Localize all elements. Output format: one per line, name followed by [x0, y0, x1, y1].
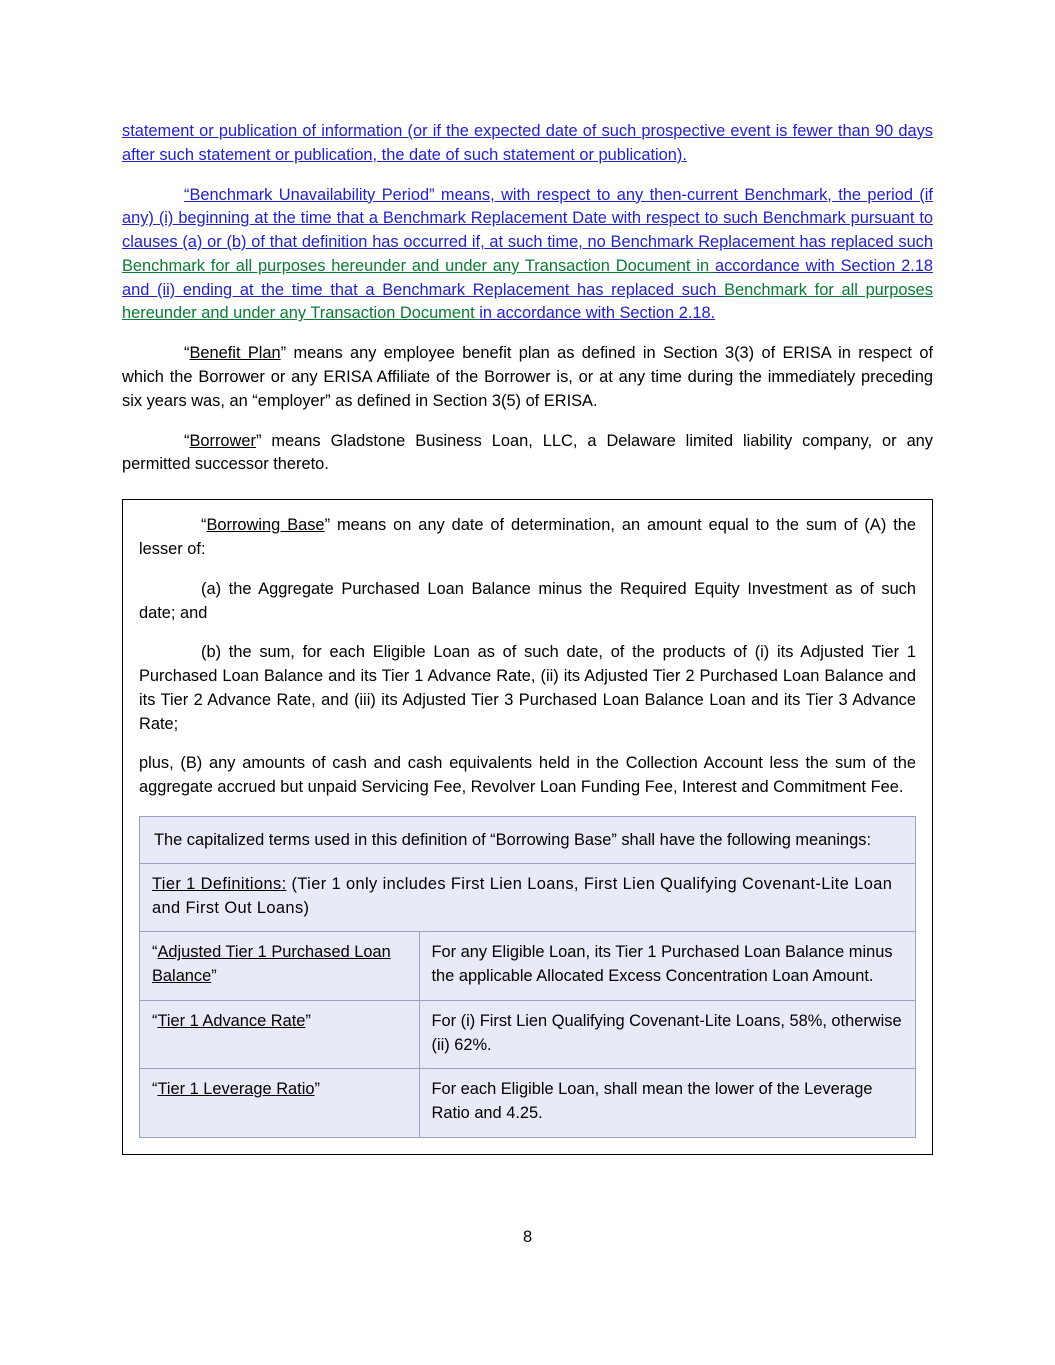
borrowing-base-box: [122, 499, 933, 1155]
borrower-quote-open: “: [184, 431, 190, 450]
term-cell: [140, 1000, 419, 1069]
page-number: 8: [522, 1228, 533, 1246]
term-quote-open: “: [152, 1080, 158, 1099]
tier-1-definitions-table: [140, 863, 915, 1137]
paragraph-continuation: [122, 120, 933, 168]
table-row: [140, 1000, 915, 1069]
term-cell: [140, 1069, 419, 1137]
table-row: [140, 1069, 915, 1137]
tier-1-definitions-scope: (Tier 1 only includes First Lien Loans, First Lien Qualifying Covenant-Lite Loan and First Out Loans): [152, 874, 893, 917]
tier-1-definitions-header-cell: [140, 863, 915, 932]
benchmark-text-green-a: Benchmark for all purposes hereunder and under any Transaction Document in: [122, 256, 715, 275]
table-row: [140, 932, 915, 1001]
table-row-header: [140, 863, 915, 932]
term-quote-open: “: [152, 943, 158, 962]
term-cell: [140, 932, 419, 1001]
benefit-plan-quote-open: “: [184, 344, 190, 363]
term-label: Adjusted Tier 1 Purchased Loan Balance: [152, 943, 391, 986]
term-label: Tier 1 Advance Rate: [157, 1011, 306, 1030]
benchmark-text-blue-b: accordance with Section 2.18 and (ii) ending at the time that a Benchmark Replacement has replaced such: [122, 256, 933, 299]
borrower-term: Borrower: [189, 431, 256, 450]
benchmark-text-blue-a: “Benchmark Unavailability Period” means, with respect to any then-current Benchmark, the period (if any) (i) beginning at the time that a Benchmark Replacement Date with respect to such Benchmark pursuant to clauses (a) or (b) of that definition has occurred if, at such time, no Benchmark Replacement has replaced such: [122, 185, 933, 252]
document-body: [122, 120, 933, 1155]
clause-b: [139, 641, 916, 736]
paragraph-benchmark-unavailability: [122, 184, 933, 327]
benefit-plan-definition: ” means any employee benefit plan as defined in Section 3(3) of ERISA in respect of which the Borrower or any ERISA Affiliate of the Borrower is, or at any time during the immediately preceding six years was, an “employer” as defined in Section 3(5) of ERISA.: [122, 344, 933, 410]
clause-a-text: (a) the Aggregate Purchased Loan Balance minus the Required Equity Investment as of such date; and: [139, 579, 916, 622]
paragraph-borrowing-base: [139, 514, 916, 562]
term-quote-close: ”: [211, 967, 217, 986]
benchmark-text-blue-c: in accordance with Section 2.18.: [479, 304, 716, 323]
tier-1-definitions-label: Tier 1 Definitions:: [152, 874, 287, 893]
borrowing-base-term: Borrowing Base: [206, 516, 325, 535]
term-quote-close: ”: [314, 1080, 320, 1099]
definition-cell: For any Eligible Loan, its Tier 1 Purchased Loan Balance minus the applicable Allocated Excess Concentration Loan Amount.: [419, 932, 915, 1001]
clause-plus-b: [139, 752, 916, 800]
benchmark-text-green-b: Benchmark for all purposes hereunder and under any Transaction Document: [122, 280, 933, 323]
term-quote-open: “: [152, 1011, 158, 1030]
clause-b-text: (b) the sum, for each Eligible Loan as of such date, of the products of (i) its Adjusted Tier 1 Purchased Loan Balance and its Tier 1 Advance Rate, (ii) its Adjusted Tier 2 Purchased Loan Balance and its Tier 2 Advance Rate, and (iii) its Adjusted Tier 3 Purchased Loan Balance Loan and its Tier 3 Advance Rate;: [139, 643, 916, 733]
term-label: Tier 1 Leverage Ratio: [157, 1080, 315, 1099]
borrowing-base-definition: ” means on any date of determination, an amount equal to the sum of (A) the lesser of:: [139, 516, 917, 558]
paragraph-continuation-text: statement or publication of information (or if the expected date of such prospective event is fewer than 90 days after such statement or publication, the date of such statement or publication).: [122, 122, 933, 164]
borrowing-base-quote-open: “: [201, 516, 207, 535]
definition-cell: For (i) First Lien Qualifying Covenant-Lite Loans, 58%, otherwise (ii) 62%.: [419, 1000, 915, 1069]
definition-cell: For each Eligible Loan, shall mean the lower of the Leverage Ratio and 4.25.: [419, 1069, 915, 1137]
capitalized-terms-intro: The capitalized terms used in this definition of “Borrowing Base” shall have the following meanings:: [154, 830, 872, 849]
term-quote-close: ”: [305, 1011, 311, 1030]
clause-plus-b-text: plus, (B) any amounts of cash and cash equivalents held in the Collection Account less the sum of the aggregate accrued but unpaid Servicing Fee, Revolver Loan Funding Fee, Interest and Commitment Fee.: [139, 754, 916, 797]
benefit-plan-term: Benefit Plan: [189, 344, 281, 363]
paragraph-borrower: [122, 430, 933, 478]
clause-a: [139, 578, 916, 626]
paragraph-benefit-plan: [122, 342, 933, 413]
capitalized-terms-box: [139, 816, 916, 1138]
borrower-definition: ” means Gladstone Business Loan, LLC, a Delaware limited liability company, or any permitted successor thereto.: [122, 431, 933, 474]
